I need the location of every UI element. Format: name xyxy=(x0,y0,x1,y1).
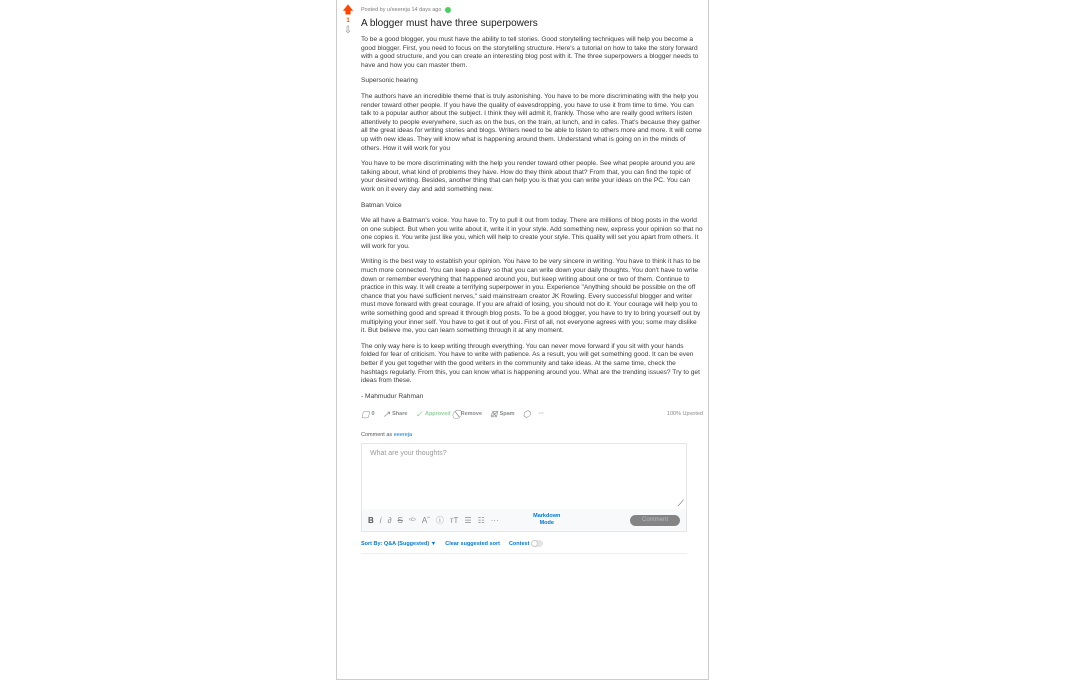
caret-down-icon: ▼ xyxy=(430,540,437,547)
sort-dropdown[interactable] xyxy=(361,541,436,547)
check-circle-icon: ✓ xyxy=(415,408,423,419)
approved-label: Approved xyxy=(424,411,451,418)
shield-button[interactable] xyxy=(523,409,531,420)
paragraph: To be a good blogger, you must have the ability to tell stories. Good storytelling techniques will help you become a good blogger. First, you need to focus on the storytelling structure. Here's a tutorial on how to take the story forward with a good structure, and you can create an interesting blog post with it. The three superpowers a blogger needs to have and how you can master them. xyxy=(361,36,699,69)
more-tools-button[interactable]: ··· xyxy=(490,515,499,525)
italic-icon[interactable]: i xyxy=(379,515,382,525)
contest-label: Contest xyxy=(508,541,530,548)
paragraph: You have to be more discriminating with the help you render toward other people. See what people around you are talking about, what kind of problems they have. How do they think about that? From that, you can find the topic of your desired writing. Besides, another thing that can help you is that you can write your ideas on the PC. You can work on it every day and add something new. xyxy=(361,160,696,193)
post-actions xyxy=(361,408,703,420)
comment-editor xyxy=(361,443,687,532)
contest-toggle[interactable] xyxy=(509,540,543,547)
approved-dot-icon xyxy=(445,7,451,13)
upvote-icon[interactable]: 🡅 xyxy=(342,4,354,16)
spam-button[interactable] xyxy=(490,409,515,420)
bold-icon[interactable]: B xyxy=(368,515,374,525)
heading-supersonic: Supersonic hearing xyxy=(361,77,418,85)
paragraph: We all have a Batman's voice. You have to. Try to pull it out from today. There are millions of blog posts in the world on one subject. But when you write about it, write it in your style. Add something new, express your opinion so that no one copies it. You write just like you, which will help to create your style. This quality will set you apart from others. It will work for you. xyxy=(361,217,703,250)
toggle-switch[interactable] xyxy=(531,540,543,547)
posted-by[interactable]: Posted by u/eeereja 14 days ago xyxy=(361,7,442,13)
comment-as xyxy=(361,432,703,438)
paragraph: Writing is the best way to establish your opinion. You have to be very sincere in writing. You have to think it has to be much more connected. You can keep a diary so that you can write down your daily thoughts. You don't have to write down or remember everything that happened around you, but keep writing about one or two of them. Continue to practice in this way. It will create a terrifying superpower in you. Experience "Anything should be possible on the off chance that you have sufficient nerves," said mainstream creator JK Rowling. Every successful blogger and writer must move forward with great courage. If you are afraid of losing, you should not do it. Your courage will help you to write something good and spread it through blog posts. To be a good blogger, you have to try to bring yourself out by multiplying your inner self. You have to get it out of you. First of all, not everyone agrees with you; some may dislike it. But believe me, you can learn something through it at any moment. xyxy=(361,258,701,335)
comments-button[interactable] xyxy=(361,409,375,420)
numbered-list-icon[interactable]: ☷ xyxy=(477,515,485,525)
signature: - Mahmudur Rahman xyxy=(361,392,424,400)
comment-as-label: Comment as xyxy=(361,432,393,439)
vote-column xyxy=(340,5,356,36)
editor-toolbar xyxy=(362,509,686,531)
shield-icon: ⬡ xyxy=(522,408,531,419)
strikethrough-icon[interactable]: S xyxy=(397,515,403,525)
spam-icon: ⊠ xyxy=(490,408,498,419)
paragraph: The authors have an incredible theme that is truly astonishing. You have to be more discriminating with the help you render toward other people. If you have the quality of eavesdropping, you have to use it from time to time. You can talk to a popular author about the subject. I think they will admit it, frankly. Those who are really good writers listen attentively to people everywhere, such as on the bus, on the train, at lunch, and in cafes. That's because they gather all the great ideas for writing stories and blogs. Writers need to be able to listen to others more and more. It will come up with new ideas. They will know what is happening around them. Understand what is going on in the minds of others. How it will work for you xyxy=(361,92,702,152)
sort-bar xyxy=(361,540,687,554)
heading-icon[interactable]: ᴛT xyxy=(449,515,459,525)
inline-code-icon[interactable]: ‹c› xyxy=(408,517,416,524)
clear-suggested-sort-link[interactable]: Clear suggested sort xyxy=(445,540,500,547)
remove-button[interactable] xyxy=(459,409,482,420)
username-link[interactable]: eeereja xyxy=(393,432,413,439)
heading-batman: Batman Voice xyxy=(361,201,402,209)
spoiler-icon[interactable]: ⓘ xyxy=(435,515,444,525)
paragraph: The only way here is to keep writing through everything. You can never move forward if you sit with your hands folded for fear of criticism. You have to write with patience. As a result, you will get something good. It can be even better if you get together with the good writers in the community and take ideas. At the same time, check the hashtags regularly. From this, you can know what is happening around you. What are the trending issues? Try to get ideas from these. xyxy=(361,342,700,385)
bulleted-list-icon[interactable]: ☰ xyxy=(464,515,472,525)
markdown-mode-button[interactable]: Markdown Mode xyxy=(533,513,561,527)
approved-button[interactable] xyxy=(415,409,450,420)
upvote-ratio: 100% Upvoted xyxy=(666,411,703,418)
superscript-icon[interactable]: Aˆ xyxy=(421,515,430,525)
comment-submit-button[interactable]: Comment xyxy=(630,515,680,526)
post-title: A blogger must have three superpowers xyxy=(361,18,538,29)
post-card xyxy=(336,0,709,680)
post-meta xyxy=(361,6,703,14)
share-button[interactable] xyxy=(383,409,408,420)
spam-label: Spam xyxy=(499,411,515,418)
sort-label: Sort By: Q&A (Suggested) xyxy=(361,540,430,547)
post-body xyxy=(361,36,703,401)
share-icon: ↗ xyxy=(382,408,391,419)
remove-label: Remove xyxy=(460,411,483,418)
more-options-button[interactable]: ··· xyxy=(538,411,544,418)
vote-score: 1 xyxy=(346,18,350,24)
downvote-icon[interactable]: ⇩ xyxy=(343,25,353,36)
link-icon[interactable]: ∂ xyxy=(387,515,392,525)
comment-input[interactable] xyxy=(362,444,686,510)
comment-icon: ▢ xyxy=(361,408,370,419)
comment-count: 0 xyxy=(371,411,375,418)
resize-handle-icon[interactable]: ⟋ xyxy=(677,498,684,509)
share-label: Share xyxy=(392,411,408,418)
